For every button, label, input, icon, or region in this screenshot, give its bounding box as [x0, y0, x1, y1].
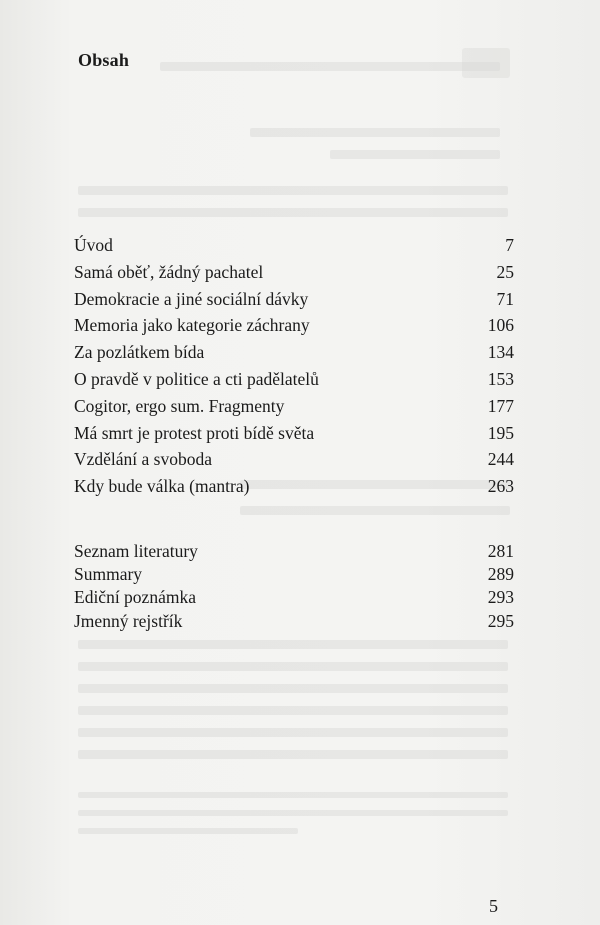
toc-entry-title: O pravdě v politice a cti padělatelů: [74, 368, 319, 389]
toc-entry-page: 177: [487, 395, 514, 416]
toc-entry: [74, 564, 514, 587]
toc-entry: [74, 423, 514, 450]
page-number: 5: [489, 896, 498, 916]
toc-entry-page: 134: [487, 342, 514, 363]
table-of-contents: [74, 235, 514, 503]
toc-entry: [74, 541, 514, 564]
toc-entry: [74, 262, 514, 289]
toc-entry-title: Samá oběť, žádný pachatel: [74, 261, 264, 282]
toc-entry: [74, 342, 514, 369]
toc-entry: [74, 449, 514, 476]
toc-entry-title: Seznam literatury: [74, 541, 198, 561]
toc-entry-page: 295: [487, 610, 514, 631]
toc-entry-title: Kdy bude válka (mantra): [74, 476, 250, 497]
contents-heading: Obsah: [78, 50, 130, 70]
toc-entry: [74, 611, 514, 634]
toc-entry-title: Úvod: [74, 235, 113, 255]
toc-entry: [74, 315, 514, 342]
toc-entry-page: 106: [487, 315, 514, 336]
toc-entry-page: 7: [505, 235, 514, 255]
toc-entry-page: 289: [487, 564, 514, 585]
toc-entry-title: Jmenný rejstřík: [74, 610, 183, 631]
toc-entry-title: Vzdělání a svoboda: [74, 449, 213, 470]
toc-entry-title: Cogitor, ergo sum. Fragmenty: [74, 395, 285, 416]
toc-entry: [74, 289, 514, 316]
toc-entry-title: Summary: [74, 564, 143, 585]
toc-entry-title: Za pozlátkem bída: [74, 342, 205, 363]
toc-entry-page: 25: [496, 261, 514, 282]
toc-entry: [74, 396, 514, 423]
toc-entry-page: 263: [487, 476, 514, 497]
toc-entry: [74, 476, 514, 503]
toc-entry-page: 293: [487, 587, 514, 608]
toc-entry: [74, 235, 514, 262]
toc-entry: [74, 369, 514, 396]
toc-entry-page: 71: [496, 288, 514, 309]
toc-entry-title: Memoria jako kategorie záchrany: [74, 315, 310, 336]
toc-entry: [74, 587, 514, 610]
back-matter-contents: [74, 541, 514, 634]
toc-entry-page: 153: [487, 368, 514, 389]
toc-entry-page: 195: [487, 422, 514, 443]
toc-entry-page: 281: [487, 541, 514, 561]
toc-entry-title: Má smrt je protest proti bídě světa: [74, 422, 315, 443]
toc-entry-page: 244: [487, 449, 514, 470]
toc-entry-title: Demokracie a jiné sociální dávky: [74, 288, 309, 309]
toc-entry-title: Ediční poznámka: [74, 587, 196, 608]
